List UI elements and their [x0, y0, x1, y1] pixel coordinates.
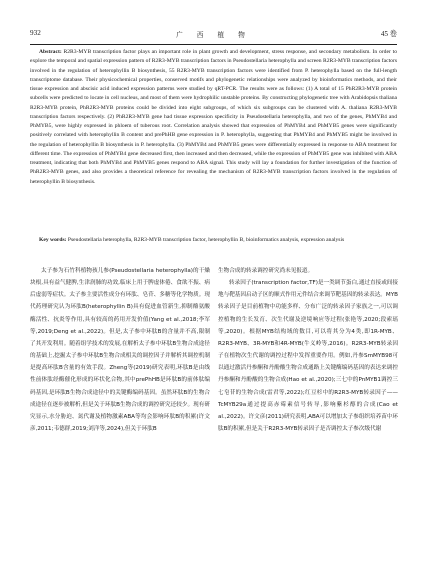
abstract-label: Abstract: — [39, 49, 62, 55]
journal-title: 广 西 植 物 — [176, 31, 251, 39]
body-paragraph-continuation: 生物合成的转录调控研究尚未见报道。 — [218, 268, 314, 274]
page-number: 932 — [30, 29, 41, 37]
keywords-paragraph — [30, 236, 397, 245]
volume-label: 45 卷 — [380, 30, 397, 38]
page-header — [30, 29, 397, 41]
keywords-label: Key words: — [39, 237, 67, 243]
body-column-right — [218, 265, 398, 565]
body-column-left — [30, 265, 210, 565]
keywords-text: Pseudostellaria heterophylla, R2R3-MYB transcription factor, heterophyllin B, bioinformatics analysis, expression analysis — [66, 237, 345, 243]
abstract-text: R2R3-MYB transcription factor plays an important role in plant growth and development, stress response, and secondary metabolism. In order to explore the temporal and spatial expression pattern of R2R3-MYB transcription factors in Pseudostellaria heterophylla and screen R2R3-MYB transcription factors involved in the regulation of heterophyllin B biosynthesis, 55 R2R3-MYB transcription factors were identified from P. heterophylla based on the full-length transcriptome database. Their physicochemical properties, conserved motifs and phylogenetic relationships were analyzed by bioinformatics methods, and their tissue expression and abscisic acid induced expression patterns were studied by qRT-PCR. The results were as follows: (1) A total of 15 PhR2R3-MYB protein subcells were predicted to locate in cell nucleus, and most of them were hydrophilic unstable proteins. By constructing phylogenetic tree with Arabidopsis thaliana R2R3-MYB protein, PhR2R3-MYB proteins could be divided into eight subgroups, of which six subgroups can be clustered with A. thaliana R2R3-MYB transcription factors respectively. (2) PhR2R3-MYB gene had tissue expression specificity in Pseudostellaria heterophylla, and two of the genes, PhMYB4 and PhMYB5, were highly expressed in phloem of tuberous root. Correlation analysis showed that expression of PhMYB4 and PhMYB5 genes were significantly positively correlated with heterophyllin B content and prePhHB gene expression in P. heterophylla, suggesting that PhMYB4 and PhMYB5 might be involved in the regulation of heterophyllin B biosynthesis in P. heterophylla. (3) PhMYB4 and PhMYB5 genes were differentially expressed in response to ABA treatment for different time. The expression of PhMYB4 gene decreased first, then increased and then decreased, while the expression of PhMYB5 gene was inhibited with ABA treatment, indicating that both PhMYB4 and PhMYB5 genes respond to ABA signal. This study will lay a foundation for further investigation of the function of PhR2R3-MYB genes, and also provides a theoretical reference for revealing the mechanism of R2R3-MYB transcription factors involved in the regulation of heterophyllin B biosynthesis. — [30, 49, 397, 185]
body-paragraph-intro: 太子参为石竹科植物孩儿参(Pseudostellaria heterophylla)的干燥块根,具有益气健脾,生津润肺的功效,临床上用于脾虚体倦、食欲不振、病后虚弱等症状。太子参主要活性成分有环肽、皂苷、多糖等化学物质。现代药理研究认为环肽B(heterophyllin B)具有促进血管新生,抑制酪氨酸酶活性、抗炎等作用,具有较高的药用开发价值(Yang et al.,2018;李军等,2019;Deng et al.,2022)。但是,太子参中环肽B的含量并不高,限制了其开发利用。随着组学技术的发展,在解析太子参中环肽B生物合成途径的基础上,挖掘太子参中环肽B生物合成相关的调控因子并解析其调控机制是提高环肽B含量的有效手段。Zheng等(2019)研究表明,环肽B是由线性前体肽经酶催化形成的环状化合物,其中prePhHB是环肽B的前体肽编码基因,是环肽B生物合成途径中的关键酶编码基因。虽然环肽B的生物合成途径在逐步被解析,但是关于环肽B生物合成的调控研究还较少。现有研究显示,水分胁迫、氮代谢及植物激素ABA等均会影响环肽B的积累(许文彦,2011;韦德群,2019;刘洋等,2024),但关于环肽B — [30, 268, 210, 433]
body-paragraph-transcription-factors: 转录因子(transcription factor,TF)是一类调节蛋白,通过直接或间接地与靶基因启动子区的顺式作用元件结合来调节靶基因的转录表达。MYB转录因子是目前植物中功能多样、分布广泛的转录因子家族之一,可以调控植物的生长发育、次生代谢及逆境响应等过程(张艳等,2020;段索瑶等,2020)。根据MYB结构域的数目,可以将其分为4类,即1R-MYB、R2R3-MYB、3R-MYB和4R-MYB(牛义岭等,2016)。R2R3-MYB转录因子在植物次生代谢的调控过程中发挥重要作用。例如,丹参SmMYB98可以通过激活丹参酮和丹酚酸生物合成通路上关键酶编码基因的表达来调控丹参酮和丹酚酸的生物合成(Hao et al.,2020);三七中的PnMYB1调控三七皂苷的生物合成(雷君等,2022);红豆杉中的R2R3-MYB转录因子——TcMYB29a通过提高赤霉素信号转导,影响紫杉醇的合成(Cao et al.,2022)。许文彦(2011)研究表明,ABA可以增加太子参组织培养苗中环肽B的积累,但是关于R2R3-MYB转录因子是否调控太子参次级代谢 — [218, 280, 398, 433]
abstract-paragraph — [30, 48, 397, 234]
header-rule — [30, 44, 397, 45]
